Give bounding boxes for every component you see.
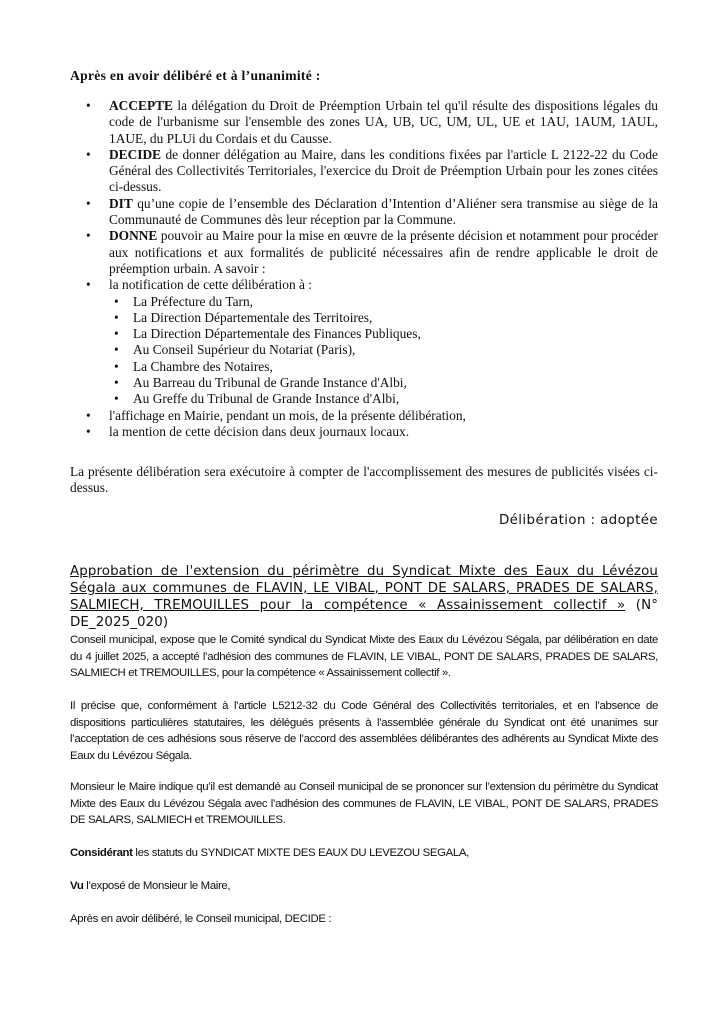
recipient-item: • Au Conseil Supérieur du Notariat (Paris), xyxy=(133,342,658,358)
keyword: Considérant xyxy=(70,847,133,859)
considerant-paragraph xyxy=(70,845,658,862)
keyword: DIT xyxy=(109,195,133,211)
vu-paragraph xyxy=(70,878,658,895)
recipient-item: • La Chambre des Notaires, xyxy=(133,359,658,375)
executoire-paragraph: La présente délibération sera exécutoire à compter de l'accomplissement des mesures de publicités visées ci-dessus. xyxy=(70,464,658,496)
decision-item-dit xyxy=(109,196,658,229)
recipient-item: • La Direction Départementale des Finances Publiques, xyxy=(133,326,658,342)
section-title xyxy=(70,563,658,631)
keyword: DECIDE xyxy=(109,146,162,162)
status-adopted: Délibération : adoptée xyxy=(498,513,658,528)
keyword: ACCEPTE xyxy=(109,98,173,113)
recipient-list xyxy=(109,294,658,408)
decision-text: de donner délégation au Maire, dans les conditions fixées par l'article L 2122-22 du Code Général des Collectivités Territoriales, l'exercice du Droit de Préemption Urbain pour les zones citées ci-dessus. xyxy=(109,146,658,195)
decision-item-accepte xyxy=(109,98,658,147)
apres-paragraph: Après en avoir délibéré, le Conseil municipal, DECIDE : xyxy=(70,913,332,925)
decision-list xyxy=(70,98,658,440)
recipient-item: • La Direction Départementale des Territoires, xyxy=(133,310,658,326)
decision-text: qu’une copie de l’ensemble des Déclaration d’Intention d’Aliéner sera transmise au siège de la Communauté de Communes dès leur réception par la Commune. xyxy=(109,195,658,228)
recipient-item: • Au Greffe du Tribunal de Grande Instance d'Albi, xyxy=(133,391,658,407)
section-title-text: Approbation de l'extension du périmètre du Syndicat Mixte des Eaux du Lévézou Ségala aux communes de FLAVIN, LE VIBAL, PONT DE SALARS, PRADES DE SALARS, SALMIECH, TREMOUILLES pour la compétence « Assainissement collectif » xyxy=(70,564,658,613)
affichage-item: • l'affichage en Mairie, pendant un mois, de la présente délibération, xyxy=(109,408,658,424)
keyword: Vu xyxy=(70,880,84,892)
expose-paragraph: Conseil municipal, expose que le Comité syndical du Syndicat Mixte des Eaux du Lévézou Ségala, par délibération en date du 4 juillet 2025, a accepté l’adhésion des communes de FLAVIN, LE VIBAL, PONT DE SALARS, PRADES DE SALARS, SALMIECH et TREMOUILLES, pour la compétence « Assainissement collectif ». xyxy=(70,634,658,680)
recipient-item: • La Préfecture du Tarn, xyxy=(133,294,658,310)
decision-text: la délégation du Droit de Préemption Urbain tel qu'il résulte des dispositions légales du code de l'urbanisme sur l'ensemble des zones UA, UB, UC, UM, UL, UE et 1AU, 1AUM, 1AUL, 1AUE, du PLUi du Cordais et du Causse. xyxy=(109,98,658,146)
decision-item-donne xyxy=(109,228,658,277)
decision-item-decide xyxy=(109,147,658,196)
vu-text: l’exposé de Monsieur le Maire, xyxy=(83,880,231,892)
keyword: DONNE xyxy=(109,228,158,244)
recipient-item: • Au Barreau du Tribunal de Grande Instance d'Albi, xyxy=(133,375,658,391)
decision-heading: Après en avoir délibéré et à l’unanimité : xyxy=(70,68,321,83)
considerant-text: les statuts du SYNDICAT MIXTE DES EAUX DU LEVEZOU SEGALA, xyxy=(132,847,469,859)
notification-item xyxy=(109,277,658,407)
decision-text: pouvoir au Maire pour la mise en œuvre de la présente décision et notamment pour procéder aux notifications et aux formalités de publicité nécessaires afin de rendre applicable le droit de préemption urbain. A savoir : xyxy=(109,228,658,276)
deliberation-number: (N° DE_2025_020) xyxy=(70,598,658,630)
mention-item: • la mention de cette décision dans deux journaux locaux. xyxy=(109,424,658,440)
precise-paragraph: Il précise que, conformément à l’article L5212-32 du Code Général des Collectivités territoriales, et en l’absence de dispositions particulières statutaires, les délégués présents à l’assemblée générale du Syndicat ont été unanimes sur l’acceptation de ces adhésions sous réserve de l’accord des assemblées délibérantes des adhérents au Syndicat Mixte des Eaux du Lévézou Ségala. xyxy=(70,700,658,762)
notification-intro: la notification de cette délibération à : xyxy=(109,277,313,293)
maire-paragraph: Monsieur le Maire indique qu’il est demandé au Conseil municipal de se prononcer sur l’extension du périmètre du Syndicat Mixte des Eaux du Lévézou Ségala avec l’adhésion des communes de FLAVIN, LE VIBAL, PONT DE SALARS, PRADES DE SALARS, SALMIECH et TREMOUILLES. xyxy=(70,781,658,827)
